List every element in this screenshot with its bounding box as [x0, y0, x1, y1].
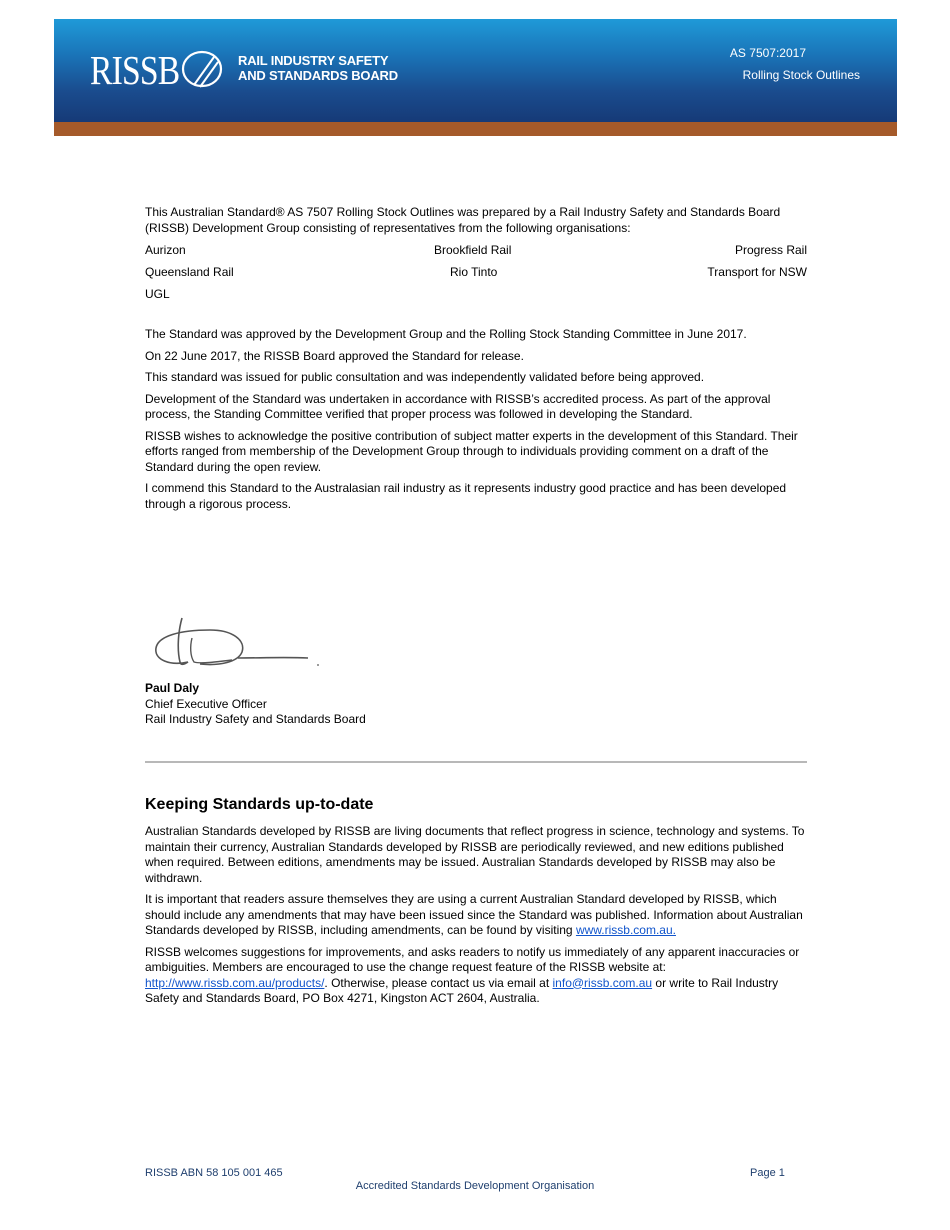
organisations-list — [145, 243, 807, 309]
body-paragraph: I commend this Standard to the Australasian rail industry as it represents industry good practice and has been developed through a rigorous process. — [145, 481, 787, 511]
body-paragraphs — [145, 327, 807, 512]
header-accent-bar — [54, 122, 897, 136]
keeping-text: . Otherwise, please contact us via email at — [324, 975, 553, 990]
signatory-org: Rail Industry Safety and Standards Board — [145, 712, 366, 726]
rissb-email-link[interactable]: info@rissb.com.au — [552, 975, 653, 990]
document-title: Rolling Stock Outlines — [742, 68, 860, 82]
intro-paragraph — [145, 205, 807, 236]
org-row — [145, 287, 807, 309]
footer-page-number: Page 1 — [750, 1167, 785, 1179]
org-row — [145, 243, 807, 265]
document-code: AS 7507:2017 — [729, 46, 806, 60]
rissb-logo-mark-icon — [180, 48, 226, 90]
logo-name-line-2: AND STANDARDS BOARD — [238, 68, 398, 83]
keeping-paragraph — [145, 892, 807, 939]
section-divider — [145, 761, 807, 763]
org-aurizon: Aurizon — [145, 243, 186, 257]
keeping-standards-body — [145, 824, 807, 1007]
org-progress-rail: Progress Rail — [734, 243, 807, 257]
org-transport-for-nsw: Transport for NSW — [707, 265, 807, 279]
org-row — [145, 265, 807, 287]
body-paragraph: The Standard was approved by the Development Group and the Rolling Stock Standing Committee in June 2017. — [145, 327, 747, 341]
rissb-logo-text: RISSB — [90, 47, 180, 93]
signature-icon — [150, 612, 330, 672]
body-paragraph: On 22 June 2017, the RISSB Board approved the Standard for release. — [145, 348, 524, 363]
footer-abn: RISSB ABN 58 105 001 465 — [145, 1167, 283, 1179]
footer-accreditation: Accredited Standards Development Organisation — [355, 1180, 595, 1192]
logo-name-line-1: RAIL INDUSTRY SAFETY — [238, 53, 389, 68]
keeping-paragraph — [145, 945, 807, 1007]
rissb-website-link[interactable]: www.rissb.com.au. — [575, 923, 676, 937]
body-paragraph: This standard was issued for public consultation and was independently validated before being approved. — [145, 370, 705, 384]
org-queensland-rail: Queensland Rail — [145, 265, 234, 279]
org-rio-tinto: Rio Tinto — [450, 265, 498, 279]
rissb-logo-name — [238, 53, 398, 83]
rissb-products-link[interactable]: http://www.rissb.com.au/products/ — [145, 975, 325, 990]
signatory-block — [145, 681, 807, 728]
keeping-standards-heading: Keeping Standards up-to-date — [145, 796, 374, 813]
keeping-text: It is important that readers assure themselves they are using a current Australian Standard developed by RISSB, which should include any amendments that may have been issued since the Standard was published. Information about Australian Standards developed by RISSB, including amendments, can be found by visiting — [145, 892, 803, 937]
org-ugl: UGL — [145, 287, 170, 301]
intro-text: This Australian Standard® AS 7507 Rolling Stock Outlines was prepared by a Rail Industry Safety and Standards Board (RISSB) Development Group consisting of representatives from the following organisations: — [145, 205, 781, 235]
keeping-paragraph: Australian Standards developed by RISSB are living documents that reflect progress in science, technology and systems. To maintain their currency, Australian Standards developed by RISSB are periodically reviewed, and new editions published when required. Between editions, amendments may be issued. Australian Standards developed by RISSB may also be withdrawn. — [145, 824, 805, 885]
body-paragraph: RISSB wishes to acknowledge the positive contribution of subject matter experts in the development of this Standard. Their efforts ranged from membership of the Development Group through to individuals providing comment on a draft of the Standard during the open review. — [145, 428, 798, 474]
signatory-name: Paul Daly — [145, 681, 200, 695]
body-paragraph: Development of the Standard was undertaken in accordance with RISSB’s accredited process. As part of the approval process, the Standing Committee verified that proper process was followed in developing the Standard. — [145, 391, 771, 421]
org-brookfield-rail: Brookfield Rail — [434, 243, 512, 257]
signatory-role: Chief Executive Officer — [145, 696, 267, 711]
keeping-text: RISSB welcomes suggestions for improvements, and asks readers to notify us immediately of any apparent inaccuracies or ambiguities. Members are encouraged to use the change request feature of the RISSB website at: — [145, 944, 800, 974]
keeping-text: or write to Rail Industry Safety and Standards Board, PO Box 4271, Kingston ACT 2604, Australia. — [145, 975, 779, 1005]
